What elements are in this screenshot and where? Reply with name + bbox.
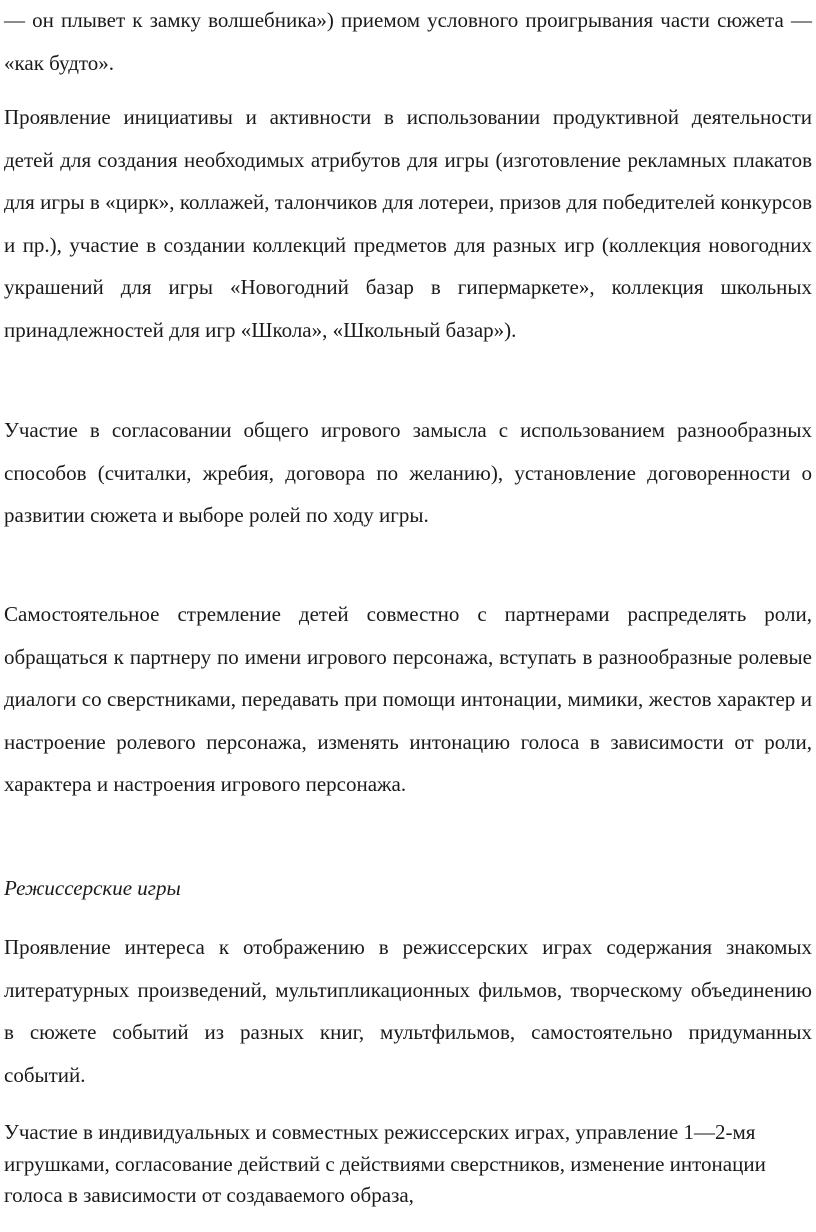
paragraph-agreement: Участие в согласовании общего игрового замысла с использованием разнообразных способов (считалки, жребия, договора по желанию), установление договоренности о развитии сюжета и выборе ролей по ходу игры. bbox=[4, 418, 812, 527]
paragraph-director-participation: Участие в индивидуальных и совместных режиссерских играх, управление 1—2-мя игрушками, согласование действий с действиями сверстников, изменение интонации голоса в зависимости от создаваемого образа, bbox=[4, 1120, 766, 1207]
paragraph-roles: Самостоятельное стремление детей совместно с партнерами распределять роли, обращаться к партнеру по имени игрового персонажа, вступать в разнообразные ролевые диалоги со сверстниками, передавать при помощи интонации, мимики, жестов характер и настроение ролевого персонажа, изменять интонацию голоса в зависимости от роли, характера и настроения игрового персонажа. bbox=[4, 602, 812, 796]
paragraph-initiative: Проявление инициативы и активности в использовании продуктивной деятельности детей для создания необходимых атрибутов для игры (изготовление рекламных плакатов для игры в «цирк», коллажей, талончиков для лотереи, призов для победителей конкурсов и пр.), участие в создании коллекций предметов для разных игр (коллекция новогодних украшений для игры «Новогодний базар в гипермаркете», коллекция школьных принадлежностей для игр «Школа», «Школьный базар»). bbox=[4, 105, 812, 342]
section-heading: Режиссерские игры bbox=[4, 876, 181, 900]
paragraph-continuation: — он плывет к замку волшебника») приемом условного проигрывания части сюжета — «как будто». bbox=[4, 8, 812, 75]
paragraph-director-interest: Проявление интереса к отображению в режиссерских играх содержания знакомых литературных произведений, мультипликационных фильмов, творческому объединению в сюжете событий из разных книг, мультфильмов, самостоятельно придуманных событий. bbox=[4, 935, 812, 1087]
